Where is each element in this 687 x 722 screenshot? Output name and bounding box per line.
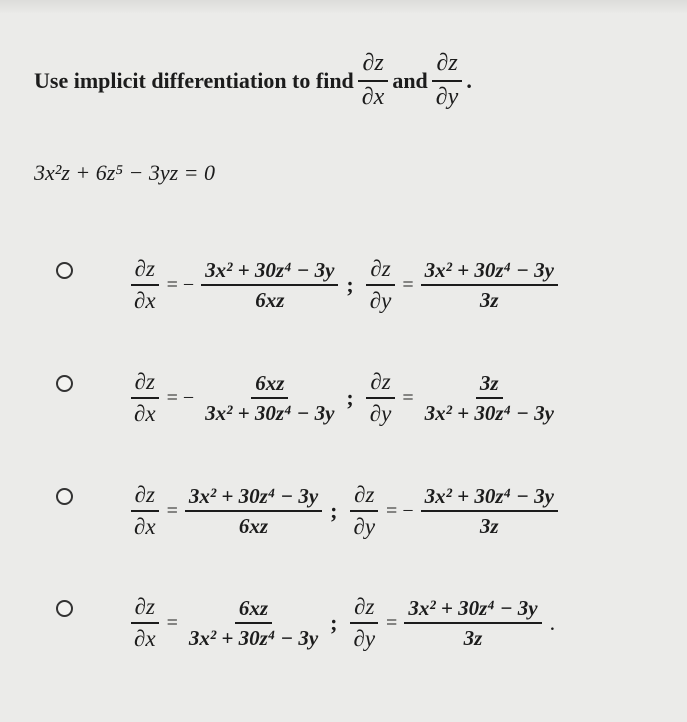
fraction-numerator: ∂z bbox=[131, 369, 159, 399]
question-middle: and bbox=[392, 67, 428, 93]
fraction-numerator: 3x² + 30z⁴ − 3y bbox=[421, 258, 558, 286]
equals-sign: = bbox=[386, 611, 398, 634]
fraction-numerator: 3x² + 30z⁴ − 3y bbox=[201, 258, 338, 286]
fraction-2 bbox=[421, 484, 558, 538]
derivative-dzdy bbox=[366, 369, 396, 428]
fraction-denominator: 6xz bbox=[255, 288, 285, 313]
fraction-denominator: 3x² + 30z⁴ − 3y bbox=[424, 401, 554, 426]
fraction-numerator: ∂z bbox=[350, 594, 378, 624]
equals-sign: = − bbox=[386, 499, 414, 522]
option-expression bbox=[126, 594, 555, 653]
radio-button-option-1[interactable] bbox=[56, 262, 73, 279]
fraction-denominator: ∂y bbox=[369, 401, 392, 427]
fraction-denominator: ∂x bbox=[134, 288, 156, 314]
radio-button-option-4[interactable] bbox=[56, 600, 73, 617]
fraction-1 bbox=[185, 596, 322, 650]
equals-sign: = − bbox=[166, 386, 195, 409]
radio-button-option-2[interactable] bbox=[56, 375, 73, 392]
separator: ; bbox=[330, 610, 338, 636]
derivative-dzdx bbox=[130, 594, 160, 653]
fraction-1 bbox=[201, 258, 338, 312]
fraction-numerator: 6xz bbox=[251, 371, 288, 399]
given-equation: 3x²z + 6z⁵ − 3yz = 0 bbox=[34, 160, 215, 185]
fraction-denominator: ∂x bbox=[134, 514, 156, 540]
fraction-numerator: ∂z bbox=[131, 256, 159, 286]
equals-sign: = bbox=[402, 273, 414, 296]
separator: ; bbox=[346, 272, 354, 298]
fraction-numerator: ∂z bbox=[366, 369, 394, 399]
fraction-numerator: 3x² + 30z⁴ − 3y bbox=[185, 484, 322, 512]
derivative-dzdx bbox=[130, 369, 160, 428]
equals-sign: = bbox=[402, 386, 414, 409]
fraction-denominator: ∂x bbox=[361, 83, 385, 110]
question-suffix: . bbox=[466, 67, 472, 93]
option-expression bbox=[126, 369, 566, 428]
fraction-numerator: 6xz bbox=[235, 596, 272, 624]
fraction-numerator: ∂z bbox=[350, 482, 378, 512]
fraction-denominator: 3x² + 30z⁴ − 3y bbox=[188, 626, 319, 651]
separator: ; bbox=[346, 385, 354, 411]
fraction-denominator: 3z bbox=[463, 626, 483, 651]
question-prefix: Use implicit differentiation to find bbox=[34, 67, 354, 93]
fraction-numerator: 3x² + 30z⁴ − 3y bbox=[404, 596, 541, 624]
fraction-denominator: ∂x bbox=[134, 401, 156, 427]
fraction-2 bbox=[421, 371, 558, 425]
option-expression bbox=[126, 256, 566, 315]
fraction-2 bbox=[404, 596, 541, 650]
end-mark: . bbox=[549, 610, 556, 636]
fraction-numerator: 3z bbox=[476, 371, 503, 399]
fraction-numerator: ∂z bbox=[131, 594, 159, 624]
fraction-numerator: 3x² + 30z⁴ − 3y bbox=[421, 484, 558, 512]
fraction-denominator: 3z bbox=[479, 288, 499, 313]
fraction-denominator: ∂y bbox=[369, 288, 392, 314]
radio-button-option-3[interactable] bbox=[56, 488, 73, 505]
fraction-numerator: ∂z bbox=[358, 50, 387, 82]
question-prompt bbox=[34, 50, 472, 111]
fraction-denominator: ∂y bbox=[435, 83, 459, 110]
equals-sign: = bbox=[166, 611, 178, 634]
derivative-dzdx bbox=[130, 482, 160, 541]
question-fraction-dzdy bbox=[432, 50, 463, 111]
derivative-dzdy bbox=[366, 256, 396, 315]
equals-sign: = − bbox=[166, 273, 195, 296]
derivative-dzdy bbox=[349, 482, 379, 541]
fraction-numerator: ∂z bbox=[131, 482, 159, 512]
fraction-denominator: 3z bbox=[479, 514, 499, 539]
top-edge bbox=[0, 0, 687, 14]
fraction-denominator: ∂x bbox=[134, 626, 156, 652]
derivative-dzdy bbox=[349, 594, 379, 653]
fraction-numerator: ∂z bbox=[432, 50, 461, 82]
fraction-denominator: 6xz bbox=[238, 514, 269, 539]
fraction-1 bbox=[185, 484, 322, 538]
fraction-numerator: ∂z bbox=[366, 256, 394, 286]
fraction-denominator: ∂y bbox=[353, 514, 376, 540]
fraction-denominator: 3x² + 30z⁴ − 3y bbox=[205, 401, 335, 426]
fraction-1 bbox=[201, 371, 338, 425]
option-expression bbox=[126, 482, 566, 541]
separator: ; bbox=[330, 498, 338, 524]
equals-sign: = bbox=[166, 499, 178, 522]
question-fraction-dzdx bbox=[358, 50, 389, 111]
fraction-2 bbox=[421, 258, 558, 312]
fraction-denominator: ∂y bbox=[353, 626, 376, 652]
derivative-dzdx bbox=[130, 256, 160, 315]
